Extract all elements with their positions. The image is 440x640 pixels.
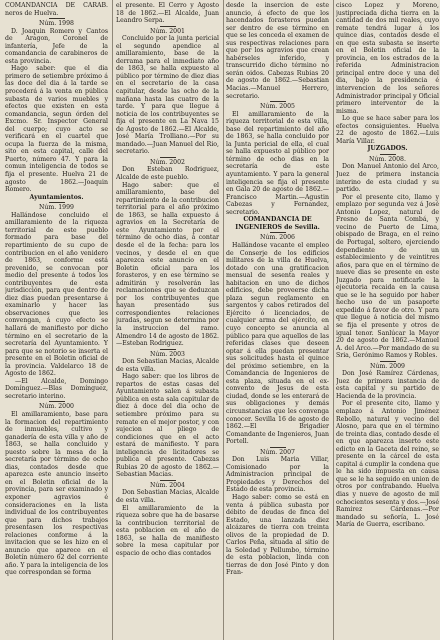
column-2 xyxy=(116,2,219,638)
section-heading: Ayuntamientos. xyxy=(29,193,84,201)
notice-number: Núm. 1998 xyxy=(39,20,74,28)
separator-dash xyxy=(49,18,65,19)
notice-number: Núm. 2000 xyxy=(39,403,74,411)
separator-dash xyxy=(270,101,286,102)
notice-number: Núm. 2003 xyxy=(150,350,185,358)
notice-number: Núm. 2004 xyxy=(150,481,185,489)
notice-number: Núm. 2008. xyxy=(369,155,406,163)
notice-paragraph: Hago saber: como se está en venta á pública subasta por débito de deudas de finca del Estado, una lanzada diez alcázares de tierra con treinta olivos de la propiedad de D. Carlos Peña, situada al sitio de la Soledad y Pellumbo, término de esta poblacion, linda con tierras de don José Pinto y don Fran- xyxy=(226,494,329,577)
notice-paragraph: Hago saber: que los libros de repartos de estas casas del Ayuntamiento salen á subasta pública en esta sala capitular de diez á doce del dia ocho de setiembre próximo para su remate en el mejor postor, y con sujecion al pliego de condiciones que en el acto estará de manifiesto. Y para inteligencia de licitadores se publica el presente. Cabezas Rubias 20 de agosto de 1862.—Sebastian Macias. xyxy=(116,373,219,479)
notice-paragraph: El amillaramiento de la riqueza territorial de esta villa, base del repartimiento del año de 1863, se halla concluido por la Junta pericial de ella, el cual se halla expuesto al público por término de ocho dias en la secretaría de este ayuntamiento. Y para la general inteligencia se fija el presente en Gala 20 de agosto de 1862.—Francisco Martin.—Agustin Cabezas y Fernandez, secretario. xyxy=(226,110,329,216)
separator-dash xyxy=(160,26,176,27)
notice-number: Núm. 2006 xyxy=(260,234,295,242)
notice-paragraph: Hago saber: que el dia primero de setiembre próximo á las doce del dia á la tarde se procederá á la venta en pública subasta de varios muebles y efectos que existen en esta comandancia, segun órden del Excmo. Sr. Inspector General del cuerpo; cuyo acto se verificará en el cuartel que ocupa la fuerza de la misma, sito en esta capital, calle del Puerto, número 47. Y para la comun inteligencia de todos se fija el presente. Huelva 21 de agosto de 1862.—Joaquin Romero. xyxy=(5,65,108,194)
notice-paragraph: Por el presente cito, llamo y emplazo á Antonio Jiménez Rebollo, natural y vecino del Alosno, para que en el término de treinta dias, contado desde el en que aparezca inserto este edicto en la Gaceta del reino, se presente en la cárcel de esta capital á cumplir la condena que le ha sido impuesta en causa que se le ha seguido en union de otros por contrabando. Huelva dias y nueve de agosto de mil ochocientos sesenta y dos.—José Ramirez Cárdenas.—Por mandado su señoría, L. José María de Guerra, escribano. xyxy=(336,400,439,529)
notice-paragraph: cisco Lopez y Moreno, justipreciada dicha tierra en la cantidad de dos mil reales, cuyo remate tendrá lugar á los quince dias, contados desde el en que esta subasta se inserte en el Boletin oficial de la provincia, en los estrados de la referida Administracion principal entre doce y una del dia, bajo la presidencia é intervencion de los señores Administrador principal y Oficial primero interventor de la misma. xyxy=(336,2,439,115)
notice-paragraph: COMANDANCIA DE CARAB. neros de Huelva. xyxy=(5,2,108,17)
separator-dash xyxy=(270,232,286,233)
notice-paragraph: —El Alcalde, Domingo Domínguez.—Blas Domínguez, secretario interino. xyxy=(5,377,108,400)
notice-paragraph: Don Manuel Antonio del Arco, Juez de primera instancia interino de esta ciudad y su partido. xyxy=(336,163,439,194)
column-rule xyxy=(223,0,224,640)
separator-dash xyxy=(160,480,176,481)
separator-dash xyxy=(160,157,176,158)
notice-paragraph: D. Joaquin Romero y Cantos de Aragon, Coronel de infantería, Jefe de la comandancia de carabineros de esta provincia. xyxy=(5,27,108,65)
notice-paragraph: Hago saber: que el amillaramiento, base del repartimiento de la contribucion territorial para el año próximo de 1863, se halla expuesto á agravios en la Secretaría de este Ayuntamiento por el término de ocho dias, á contar desde el de la fecha: para los vecinos, y desde el en que aparezca este anuncio en el Boletin oficial para los forasteros, y en ese término se admitirán y resolverán las reclamaciones que se deduzcan por los contribuyentes que hayan presentado sus correspondientes relaciones juradas, segun se determina por la instruccion del ramo. Almendro 14 de agosto de 1862.—Esteban Rodriguez. xyxy=(116,181,219,348)
notice-paragraph: Lo que se hace saber para los efectos consiguientes. Huelva 22 de agosto de 1862.—Luis María Villar. xyxy=(336,115,439,145)
notice-paragraph: Hallándose vacante el empleo de Conserje de los edificios militares de la villa de Huelva, dotado con una gratificacion mensual de sesenta reales y habitacion en uno de dichos edificios, debe proveerse dicha plaza segun reglamento en sargentos y cabos retirados del Ejército ó licenciados, de cualquier arma del ejército, en cuyo concepto se anuncia al público para que aquellos de las referidas clases que deseen optar á ella puedan presentar sus solicitudes hasta el quince del próximo setiembre, en la Comandancia de Ingenieros de esta plaza, situada en el ex-convento de Jesus de esta ciudad, donde se les enterará de sus obligaciones y demás circunstancias que les convenga conocer. Sevilla 16 de agosto de 1862.—El Brigadier Comandante de Ingenieros, Juan Portell. xyxy=(226,241,329,446)
separator-dash xyxy=(49,202,65,203)
separator-dash xyxy=(160,349,176,350)
separator-dash xyxy=(270,447,286,448)
notice-number: Núm. 2007 xyxy=(260,448,295,456)
column-1 xyxy=(5,2,108,638)
separator-dash xyxy=(380,361,396,362)
notice-paragraph: Concluido por la junta pericial el segundo apendice al amillaramiento, base de la derrama para el inmediato año de 1863, se halla expuesto al público por término de diez dias en el secretario de la casa capitular, desde las ocho de la mañana hasta las cuatro de la tarde. Y para que llegue á noticia de los contribuyentes se fija el presente en La Nava 15 de Agosto de 1862.—El Alcalde, José María Trolliano.—Por su mandado.—Juan Manuel del Rio, secretario. xyxy=(116,35,219,156)
notice-number: Núm. 2002 xyxy=(150,158,185,166)
separator-dash xyxy=(49,401,65,402)
column-4 xyxy=(336,2,439,638)
notice-number: Núm. 2005 xyxy=(260,103,295,111)
notice-paragraph: Don Sebastian Macias, Alcalde de esta villa. xyxy=(116,489,219,504)
notice-number: Núm. 1999 xyxy=(39,204,74,212)
notice-paragraph: Don Esteban Rodriguez, Alcalde de este pueblo. xyxy=(116,166,219,182)
notice-paragraph: Don José Ramírez Cárdenas, Juez de primera instancia de esta capital y su partido de Hacienda de la provincia. xyxy=(336,370,439,400)
notice-paragraph: desde la insercion de este anuncio, á efecto de que los hacendados forasteros puedan ser dentro de ese término en que se les conceda el examen de sus respectivas relaciones para que por los agravios que crean habérseles inferido, y transcurrido dicho término no serán oidos. Cabezas Rubias 20 de agosto de 1862.—Sebastian Macias.—Manuel Herrero, secretario. xyxy=(226,2,329,100)
section-heading: COMANDANCIA DE INGENIEROS de Sevilla. xyxy=(235,216,320,231)
column-rule xyxy=(112,0,113,640)
notice-paragraph: El amillaramiento de la riqueza sobre que ha de basarse la contribucion territorial de esta poblacion en el año de 1863, se halla de manifiesto sobre la mesa capitular por espacio de ocho dias contados xyxy=(116,504,219,557)
notice-paragraph: Hallándose concluido el amillaramiento de la riqueza territorial de este pueblo formado para base del repartimiento de su cupo de contribucion en el año venidero de 1863, conforme está prevenido, se convocan por medio del presente á todos los contribuyentes de esta jurisdicción, para que dentro de diez dias puedan presentarse á examinarlo y hacer las observaciones que les convengan, á cuyo efecto se hallará de manifiesto por dicho término en el secretario de la secretaría del Ayuntamiento. Y para que se notorio se inserta el presente en el Boletin oficial de la provincia. Valdelarco 18 de Agosto de 1862. xyxy=(5,211,108,378)
separator-dash xyxy=(380,154,396,155)
column-rule xyxy=(333,0,334,640)
section-heading: JUZGADOS. xyxy=(367,145,408,153)
notice-paragraph: el presente. El Cerro y Agosto 18 de 1862.—El Alcalde, Juan Leandro Serpa. xyxy=(116,2,219,25)
notice-paragraph: Don Sebastian Macias, Alcalde de esta villa. xyxy=(116,358,219,373)
column-3 xyxy=(226,2,329,638)
notice-paragraph: Don Luis Maria Villar, Comisionado por la Administracion principal de Propiedades y Derechos del Estado de esta provincia. xyxy=(226,456,329,494)
notice-number: Núm. 2009 xyxy=(370,362,405,370)
notice-paragraph: Por el presente cito, llamo y emplazo por segunda vez á José Antonio Lopez, natural de Fresno de Santa Combá, y vecino de Puerto de Lima, obispado de Braga, en el reino de Portugal, soltero, ejerciendo dependiente de un establecimiento y de veintitres años, para que en el término de nueve dias se presente en este Juzgado para notificarle la ejecutoria recaida en la causa que se le ha seguido por haber hecho uso de un pasaporte expedido á favor de otro. Y para que llegue á noticia del mismo se fija el presente y otros de igual tenor. Sanlúcar la Mayor 20 de agosto de 1862.—Manuel A. del Arco.—Por mandado de su Sria, Gerónimo Ramos y Robles. xyxy=(336,193,439,360)
notice-paragraph: El amillaramiento, base para la formacion del repartimiento de inmuebles, cultivo y ganadería de esta villa y año de 1863, se halla concluido y puesto sobre la mesa de la secretaría por término de ocho dias, contados desde que aparezca este anuncio inserto en el Boletin oficial de la provincia, para ser examinado y exponer agravios é consideraciones en la lista individual de los contribuyentes que para dichos trabajos presentasen los respectivas relaciones conforme á la invitacion que se les hizo en el anuncio que aparece en el Boletín número 62 del corriente año. Y para la inteligencia de los que correspondan se forma xyxy=(5,410,108,577)
notice-number: Núm. 2001 xyxy=(150,27,185,35)
